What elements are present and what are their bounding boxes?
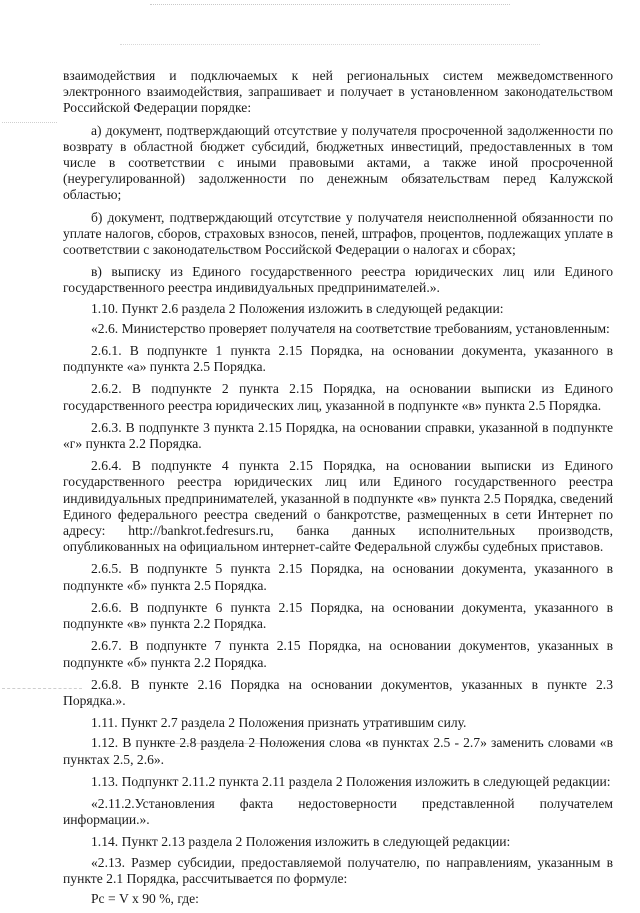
paragraph-1-14: 1.14. Пункт 2.13 раздела 2 Положения изложить в следующей редакции: bbox=[91, 834, 511, 850]
paragraph-formula: Рс = V x 90 %, где: bbox=[91, 890, 199, 906]
paragraph-2-6-5: 2.6.5. В подпункте 5 пункта 2.15 Порядка, на основании документа, указанного в подпункте «б» пункта 2.5 Порядка. bbox=[63, 561, 613, 593]
paragraph-2-6-4: 2.6.4. В подпункте 4 пункта 2.15 Порядка, на основании выписки из Единого государственного реестра юридических лиц или Единого государственного реестра индивидуальных предпринимателей, указанной в подпункте «в» пункта 2.5 Порядка, сведений Единого федерального реестра сведений о банкротстве, размещенных в сети Интернет по адресу: http://bankrot.fedresurs.ru, банка данных исполнительных производств, опубликованных на официальном интернет-сайте Федеральной службы судебных приставов. bbox=[63, 458, 613, 555]
paragraph-item-a: а) документ, подтверждающий отсутствие у получателя просроченной задолженности по возврату в областной бюджет субсидий, бюджетных инвестиций, предоставленных в том числе в соответствии с иными правовыми актами, а также иной просроченной (неурегулированной) задолженности по денежным обязательствам перед Калужской областью; bbox=[63, 122, 613, 203]
paragraph-2-6-7: 2.6.7. В подпункте 7 пункта 2.15 Порядка, на основании документов, указанных в подпункте «б» пункта 2.2 Порядка. bbox=[63, 638, 613, 670]
scan-artifact-header bbox=[120, 44, 540, 51]
paragraph-2-6-1: 2.6.1. В подпункте 1 пункта 2.15 Порядка, на основании документа, указанного в подпункте «а» пункта 2.5 Порядка. bbox=[63, 343, 613, 375]
paragraph-2-6: «2.6. Министерство проверяет получателя на соответствие требованиям, установленным: bbox=[91, 320, 610, 336]
paragraph-1-10: 1.10. Пункт 2.6 раздела 2 Положения изложить в следующей редакции: bbox=[91, 300, 504, 316]
scan-artifact-left bbox=[2, 122, 57, 125]
paragraph-intro-continuation: взаимодействия и подключаемых к ней региональных систем межведомственного электронного взаимодействия, запрашивает и получает в установленном законодательством Российской Федерации порядке: bbox=[63, 68, 613, 116]
paragraph-item-v: в) выписку из Единого государственного реестра юридических лиц или Единого государственного реестра индивидуальных предпринимателей.». bbox=[63, 264, 613, 296]
paragraph-2-6-6: 2.6.6. В подпункте 6 пункта 2.15 Порядка, на основании документа, указанного в подпункте «в» пункта 2.2 Порядка. bbox=[63, 599, 613, 632]
paragraph-2-6-2: 2.6.2. В подпункте 2 пункта 2.15 Порядка, на основании выписки из Единого государственного реестра юридических лиц, указанной в подпункте «в» пункта 2.5 Порядка. bbox=[63, 381, 613, 413]
paragraph-1-13: 1.13. Подпункт 2.11.2 пункта 2.11 раздела 2 Положения изложить в следующей редакции: bbox=[91, 773, 611, 789]
scan-artifact-top bbox=[150, 4, 510, 13]
paragraph-2-13: «2.13. Размер субсидии, предоставляемой получателю, по направлениям, указанным в пункте 2.1 Порядка, рассчитывается по формуле: bbox=[63, 854, 613, 886]
paragraph-1-12: 1.12. В пункте 2.8 раздела 2 Положения слова «в пунктах 2.5 - 2.7» заменить словами «в пунктах 2.5, 2.6». bbox=[63, 735, 613, 767]
paragraph-2-6-8: 2.6.8. В пункте 2.16 Порядка на основании документов, указанных в пункте 2.3 Порядка.». bbox=[63, 676, 613, 708]
document-page bbox=[63, 68, 613, 913]
paragraph-item-b: б) документ, подтверждающий отсутствие у получателя неисполненной обязанности по уплате налогов, сборов, страховых взносов, пеней, штрафов, процентов, подлежащих уплате в соответствии с законодательством Российской Федерации о налогах и сборах; bbox=[63, 209, 613, 258]
paragraph-2-11-2: «2.11.2.Установления факта недостоверности представленной получателем информации.». bbox=[63, 795, 613, 828]
paragraph-1-11: 1.11. Пункт 2.7 раздела 2 Положения признать утратившим силу. bbox=[91, 715, 467, 731]
paragraph-2-6-3: 2.6.3. В подпункте 3 пункта 2.15 Порядка, на основании справки, указанной в подпункте «г» пункта 2.2 Порядка. bbox=[63, 419, 613, 452]
